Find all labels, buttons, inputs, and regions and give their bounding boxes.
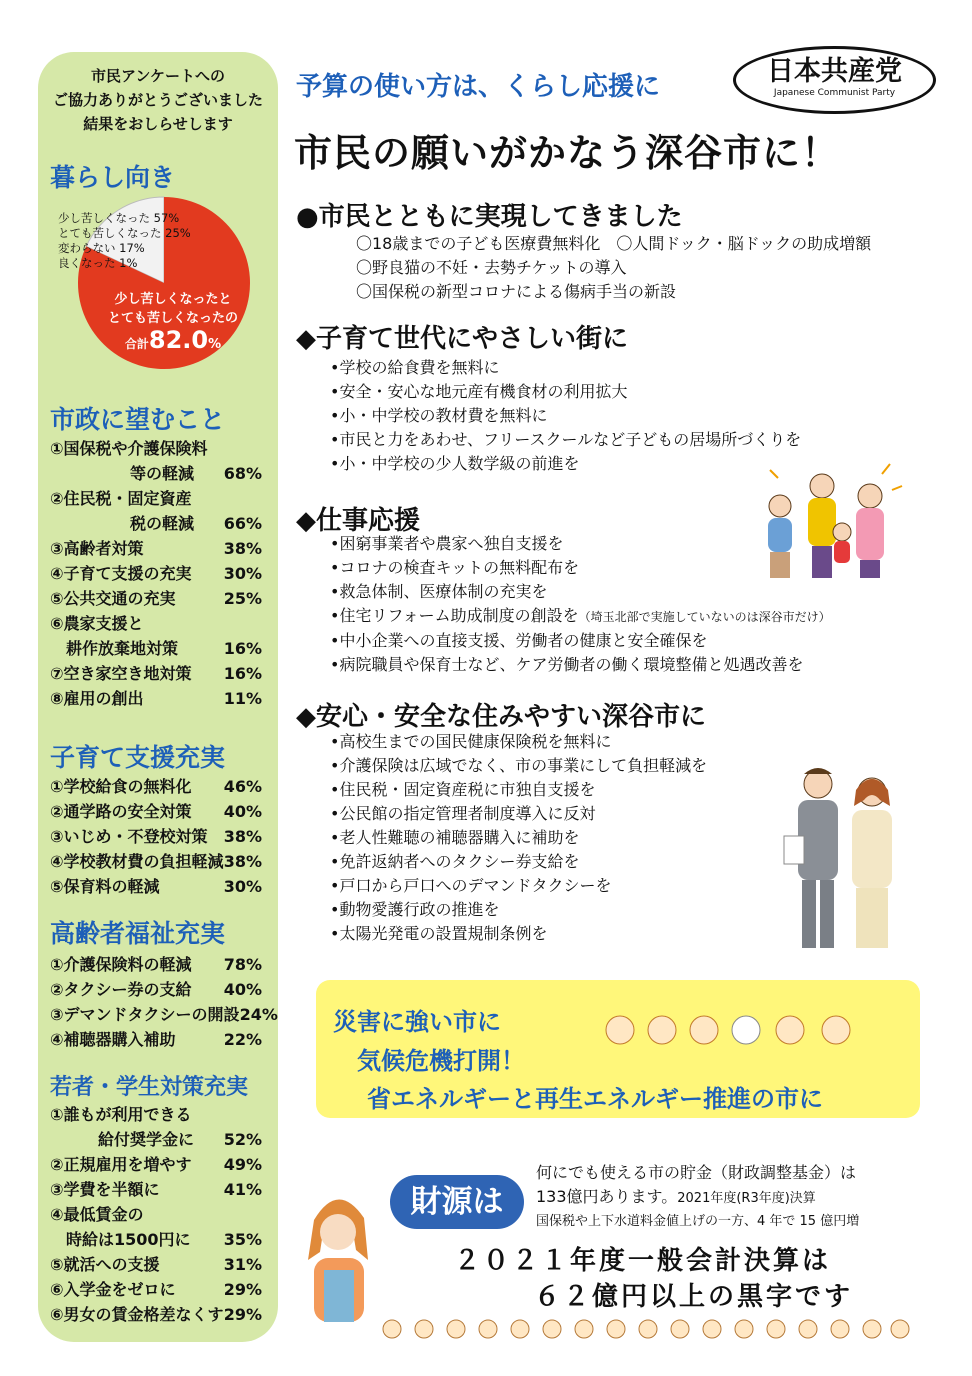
survey-item	[50, 977, 262, 1002]
survey-item-value: 38%	[223, 852, 262, 871]
survey-item	[50, 661, 262, 686]
survey-item	[50, 1152, 262, 1177]
couple-illustration	[780, 760, 910, 956]
list-item: 〇国保税の新型コロナによる傷病手当の新設	[356, 282, 677, 301]
kids-heading: ◆子育て世代にやさしい街に	[296, 324, 628, 354]
survey-item-value: 41%	[223, 1180, 262, 1199]
child-heading: 子育て支援充実	[50, 743, 226, 772]
finance-line-2: 133億円あります。2021年度(R3年度)決算	[536, 1187, 816, 1206]
survey-item-label: ⑤就活への支援	[50, 1255, 160, 1274]
survey-item-value: 49%	[223, 1155, 262, 1174]
survey-item-label: ②通学路の安全対策	[50, 802, 192, 821]
survey-item	[50, 636, 262, 661]
list-item: •高校生までの国民健康保険税を無料に	[330, 732, 612, 751]
survey-item-label: ③高齢者対策	[50, 539, 144, 558]
list-item: •動物愛護行政の推進を	[330, 900, 500, 919]
list-item: •住民税・固定資産税に市独自支援を	[330, 780, 596, 799]
survey-item	[50, 1127, 262, 1152]
survey-item-label: ⑥農家支援と	[50, 614, 144, 633]
survey-item-label: ③いじめ・不登校対策	[50, 827, 208, 846]
survey-item	[50, 824, 262, 849]
survey-item-value: 11%	[223, 689, 262, 708]
survey-item	[50, 1102, 262, 1127]
survey-item-label: ③学費を半額に	[50, 1180, 160, 1199]
list-item: •介護保険は広域でなく、市の事業にして負担軽減を	[330, 756, 708, 775]
list-item: •困窮事業者や農家へ独自支援を	[330, 534, 564, 553]
survey-item	[50, 686, 262, 711]
survey-item	[50, 586, 262, 611]
survey-item-value: 38%	[223, 539, 262, 558]
survey-item	[50, 436, 262, 461]
disaster-line-2: 気候危機打開！	[357, 1047, 525, 1075]
legend-item: 少し苦しくなった 57%	[58, 211, 180, 225]
city-heading: 市政に望むこと	[50, 405, 226, 434]
work-heading: ◆仕事応援	[296, 506, 420, 536]
survey-item-label: ①学校給食の無料化	[50, 777, 192, 796]
survey-item	[50, 774, 262, 799]
survey-item-value: 29%	[223, 1305, 262, 1324]
survey-item-value: 40%	[223, 980, 262, 999]
finance-line-1: 何にでも使える市の貯金（財政調整基金）は	[536, 1163, 857, 1182]
survey-item-value: 24%	[239, 1005, 278, 1024]
surplus-line-1: ２０２１年度一般会計決算は	[454, 1246, 832, 1276]
survey-item-label: 時給は1500円に	[50, 1230, 191, 1249]
finance-line-3: 国保税や上下水道料金値上げの一方、4 年で 15 億円増	[536, 1214, 860, 1229]
survey-item-label: ④補聴器購入補助	[50, 1030, 176, 1049]
survey-item	[50, 536, 262, 561]
disaster-line-3: 省エネルギーと再生エネルギー推進の市に	[367, 1085, 823, 1113]
living-heading: 暮らし向き	[50, 163, 176, 192]
legend-item: 良くなった 1%	[58, 256, 138, 270]
survey-item-label: ①介護保険料の軽減	[50, 955, 192, 974]
list-item: 〇18歳までの子ども医療費無料化 〇人間ドック・脳ドックの助成増額	[356, 234, 872, 253]
realized-list	[356, 232, 871, 304]
survey-item	[50, 799, 262, 824]
survey-item-value: 46%	[223, 777, 262, 796]
pie-inner-label: 少し苦しくなったと とても苦しくなったの 合計82.0%	[107, 292, 238, 354]
survey-item	[50, 561, 262, 586]
survey-item	[50, 1027, 262, 1052]
woman-illustration	[296, 1180, 380, 1330]
youth-list	[50, 1102, 262, 1327]
survey-item	[50, 849, 262, 874]
list-item: •老人性難聴の補聴器購入に補助を	[330, 828, 580, 847]
list-item: •学校の給食費を無料に	[330, 358, 500, 377]
survey-item	[50, 511, 262, 536]
list-item: •安全・安心な地元産有機食材の利用拡大	[330, 382, 628, 401]
survey-item-value: 29%	[223, 1280, 262, 1299]
list-item: •小・中学校の少人数学級の前進を	[330, 454, 580, 473]
safe-list	[330, 730, 707, 946]
survey-item-value: 68%	[223, 464, 262, 483]
legend-item: 変わらない 17%	[58, 241, 145, 255]
list-item: •病院職員や保育士など、ケア労働者の働く環境整備と処遇改善を	[330, 655, 804, 674]
list-item: •コロナの検査キットの無料配布を	[330, 558, 580, 577]
survey-item-value: 25%	[223, 589, 262, 608]
survey-item	[50, 952, 262, 977]
elder-heading: 高齢者福祉充実	[50, 919, 226, 948]
survey-item-label: ②正規雇用を増やす	[50, 1155, 192, 1174]
list-item: •戸口から戸口へのデマンドタクシーを	[330, 876, 612, 895]
list-item: •公民館の指定管理者制度導入に反対	[330, 804, 596, 823]
survey-item	[50, 486, 262, 511]
survey-item-label: ②タクシー券の支給	[50, 980, 192, 999]
survey-item-label: ⑤公共交通の充実	[50, 589, 176, 608]
survey-item-value: 35%	[223, 1230, 262, 1249]
list-item: •中小企業への直接支援、労働者の健康と安全確保を	[330, 631, 708, 650]
faces-border-decoration	[380, 1316, 910, 1342]
survey-item	[50, 1252, 262, 1277]
survey-item-label: 耕作放棄地対策	[50, 639, 179, 658]
survey-item-value: 66%	[223, 514, 262, 533]
work-list	[330, 532, 831, 677]
survey-item-label: ⑥男女の賃金格差なくす	[50, 1305, 224, 1324]
survey-item-value: 38%	[223, 827, 262, 846]
survey-item-value: 30%	[223, 564, 262, 583]
survey-item-value: 30%	[223, 877, 262, 896]
survey-item	[50, 1202, 262, 1227]
pie-legend	[58, 211, 191, 271]
survey-intro: 市民アンケートへの ご協力ありがとうございました 結果をおしらせします	[52, 67, 263, 133]
survey-item	[50, 1277, 262, 1302]
list-item: •住宅リフォーム助成制度の創設を（埼玉北部で実施していないのは深谷市だけ）	[330, 606, 831, 625]
survey-item-label: ①誰もが利用できる	[50, 1105, 192, 1124]
survey-item	[50, 1302, 262, 1327]
list-item: •太陽光発電の設置規制条例を	[330, 924, 548, 943]
list-item: •救急体制、医療体制の充実を	[330, 582, 548, 601]
survey-item	[50, 1177, 262, 1202]
list-item: 〇野良猫の不妊・去勢チケットの導入	[356, 258, 627, 277]
work-note: （埼玉北部で実施していないのは深谷市だけ）	[578, 610, 831, 624]
survey-item-label: ①国保税や介護保険料	[50, 439, 208, 458]
survey-item-label: 給付奨学金に	[50, 1130, 195, 1149]
survey-item-value: 22%	[223, 1030, 262, 1049]
kids-list	[330, 356, 801, 476]
finance-badge: 財源は	[390, 1175, 524, 1229]
realized-heading: ●市民とともに実現してきました	[296, 202, 683, 232]
legend-item: とても苦しくなった 25%	[58, 226, 191, 240]
survey-item-label: ⑤保育料の軽減	[50, 877, 160, 896]
survey-item-value: 31%	[223, 1255, 262, 1274]
elder-list	[50, 952, 278, 1052]
page-subtitle: 予算の使い方は、くらし応援に	[296, 72, 661, 102]
survey-item-label: ⑥入学金をゼロに	[50, 1280, 176, 1299]
survey-item	[50, 611, 262, 636]
survey-item-label: ⑦空き家空き地対策	[50, 664, 192, 683]
party-logo: 日本共産党 Japanese Communist Party	[733, 46, 936, 114]
disaster-line-1: 災害に強い市に	[333, 1008, 501, 1036]
surplus-line-2: ６２億円以上の黒字です	[534, 1282, 854, 1312]
survey-item-value: 78%	[223, 955, 262, 974]
child-list	[50, 774, 262, 899]
safe-heading: ◆安心・安全な住みやすい深谷市に	[296, 702, 706, 732]
survey-item-value: 16%	[223, 639, 262, 658]
survey-item-label: ④子育て支援の充実	[50, 564, 192, 583]
youth-heading: 若者・学生対策充実	[50, 1075, 249, 1100]
survey-item	[50, 1227, 262, 1252]
survey-item	[50, 461, 262, 486]
survey-item	[50, 1002, 278, 1027]
pie-total-value: 82.0	[148, 326, 209, 354]
survey-item-label: ③デマンドタクシーの開設	[50, 1005, 240, 1024]
survey-item-label: ④学校教材費の負担軽減	[50, 852, 224, 871]
survey-item-value: 16%	[223, 664, 262, 683]
survey-item-value: 52%	[223, 1130, 262, 1149]
survey-item	[50, 874, 262, 899]
survey-item-label: 等の軽減	[50, 464, 195, 483]
list-item: •免許返納者へのタクシー券支給を	[330, 852, 580, 871]
survey-item-label: 税の軽減	[50, 514, 195, 533]
city-list	[50, 436, 262, 711]
page-title: 市民の願いがかなう深谷市に！	[294, 131, 841, 175]
survey-item-label: ④最低賃金の	[50, 1205, 144, 1224]
survey-item-value: 40%	[223, 802, 262, 821]
list-item: •市民と力をあわせ、フリースクールなど子どもの居場所づくりを	[330, 430, 802, 449]
kids-faces-decoration	[600, 1010, 870, 1050]
survey-item-label: ⑧雇用の創出	[50, 689, 144, 708]
survey-item-label: ②住民税・固定資産	[50, 489, 192, 508]
list-item: •小・中学校の教材費を無料に	[330, 406, 548, 425]
